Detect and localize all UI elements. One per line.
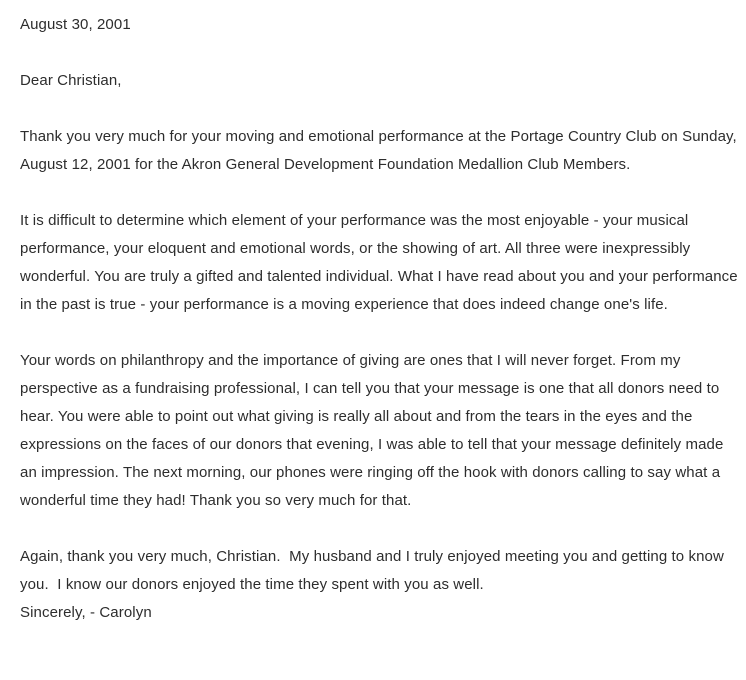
letter-body xyxy=(20,123,743,599)
letter-paragraph: Again, thank you very much, Christian. My husband and I truly enjoyed meeting you and getting to know you. I know our donors enjoyed the time they spent with you as well. xyxy=(20,548,729,593)
letter-paragraph: Thank you very much for your moving and emotional performance at the Portage Country Club on Sunday, August 12, 2001 for the Akron General Development Foundation Medallion Club Members. xyxy=(20,128,741,173)
letter-salutation: Dear Christian, xyxy=(20,72,122,89)
letter-paragraph: It is difficult to determine which element of your performance was the most enjoyable - your musical performance, your eloquent and emotional words, or the showing of art. All three were inexpressibly wonderful. You are truly a gifted and talented individual. What I have read about you and your performance in the past is true - your performance is a moving experience that does indeed change one's life. xyxy=(20,212,743,313)
letter-date: August 30, 2001 xyxy=(20,16,131,33)
letter-paragraph: Your words on philanthropy and the importance of giving are ones that I will never forget. From my perspective as a fundraising professional, I can tell you that your message is one that all donors need to hear. You were able to point out what giving is really all about and from the tears in the eyes and the expressions on the faces of our donors that evening, I was able to tell that your message definitely made an impression. The next morning, our phones were ringing off the hook with donors calling to say what a wonderful time they had! Thank you so very much for that. xyxy=(20,352,728,509)
letter-closing: Sincerely, - Carolyn xyxy=(20,604,152,621)
